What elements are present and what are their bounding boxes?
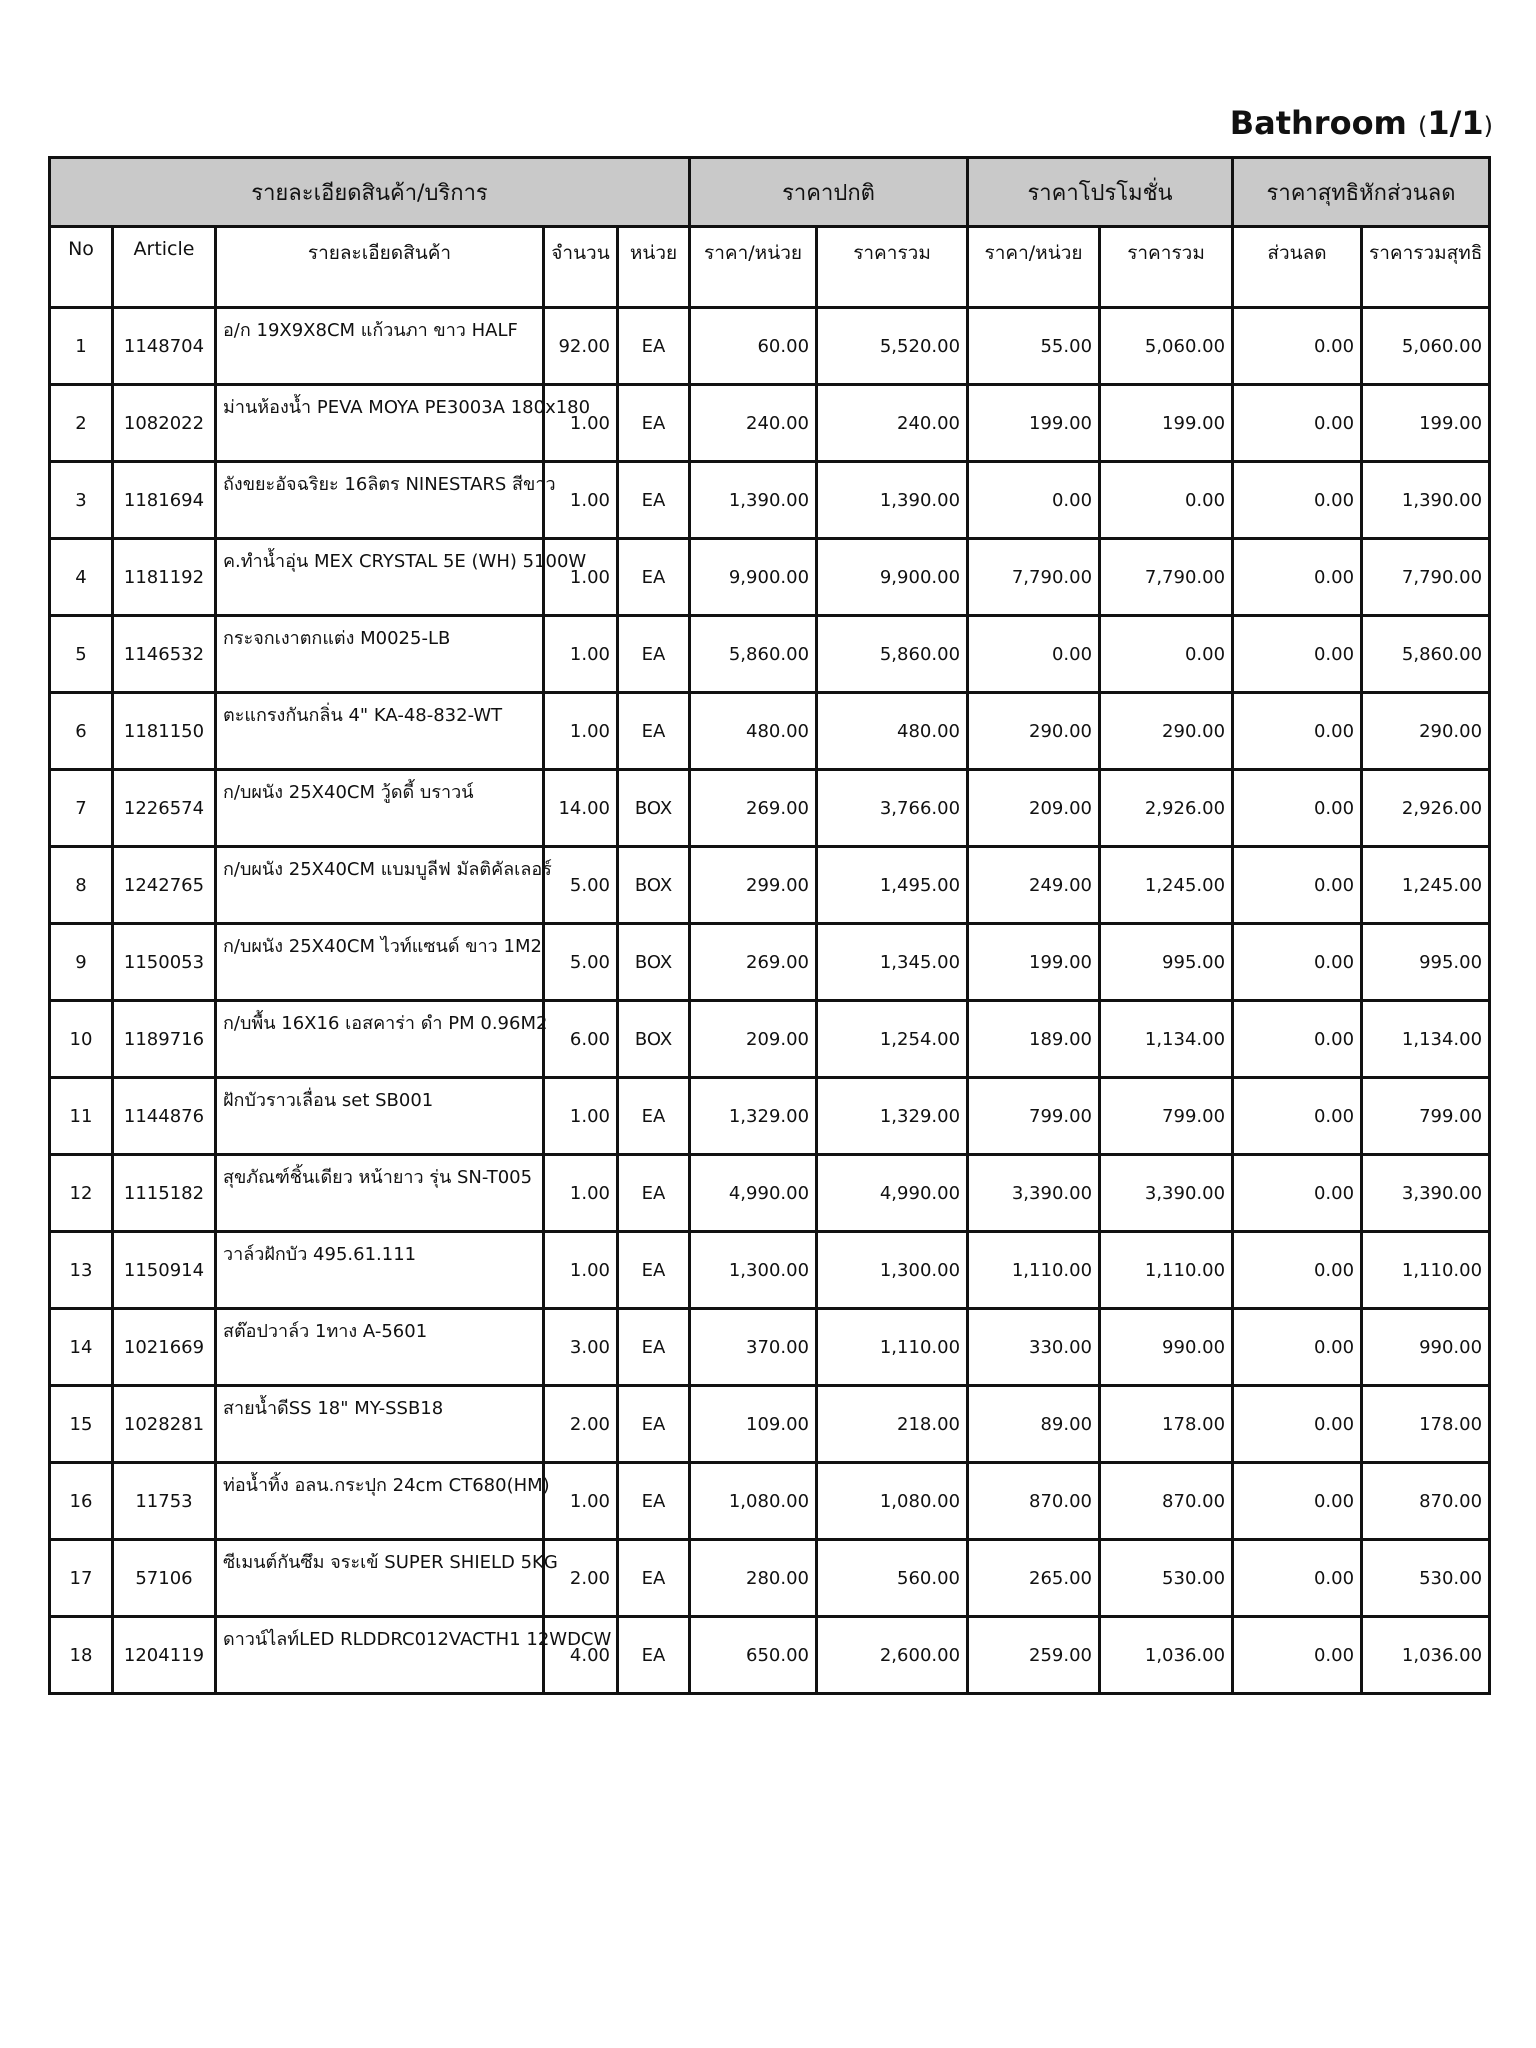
cell-promo-total: 1,036.00 <box>1100 1617 1233 1694</box>
cell-unit: EA <box>618 308 690 385</box>
cell-promo-unit-price: 259.00 <box>968 1617 1100 1694</box>
cell-promo-unit-price: 265.00 <box>968 1540 1100 1617</box>
cell-promo-unit-price: 0.00 <box>968 462 1100 539</box>
cell-net-total: 1,134.00 <box>1362 1001 1490 1078</box>
cell-total: 218.00 <box>817 1386 968 1463</box>
cell-total: 5,520.00 <box>817 308 968 385</box>
cell-promo-unit-price: 89.00 <box>968 1386 1100 1463</box>
cell-promo-unit-price: 55.00 <box>968 308 1100 385</box>
cell-unit-price: 1,329.00 <box>690 1078 817 1155</box>
cell-article: 1189716 <box>113 1001 216 1078</box>
cell-discount: 0.00 <box>1233 924 1362 1001</box>
cell-quantity: 1.00 <box>544 616 618 693</box>
cell-unit-price: 9,900.00 <box>690 539 817 616</box>
cell-unit-price: 299.00 <box>690 847 817 924</box>
cell-total: 1,345.00 <box>817 924 968 1001</box>
table-row <box>50 616 1490 693</box>
cell-discount: 0.00 <box>1233 539 1362 616</box>
cell-promo-total: 7,790.00 <box>1100 539 1233 616</box>
cell-net-total: 178.00 <box>1362 1386 1490 1463</box>
cell-promo-total: 1,110.00 <box>1100 1232 1233 1309</box>
table-row <box>50 1155 1490 1232</box>
cell-quantity: 1.00 <box>544 1155 618 1232</box>
cell-net-total: 7,790.00 <box>1362 539 1490 616</box>
cell-unit-price: 109.00 <box>690 1386 817 1463</box>
cell-quantity: 4.00 <box>544 1617 618 1694</box>
cell-unit-price: 269.00 <box>690 770 817 847</box>
cell-promo-unit-price: 330.00 <box>968 1309 1100 1386</box>
cell-quantity: 92.00 <box>544 308 618 385</box>
cell-quantity: 1.00 <box>544 1232 618 1309</box>
cell-article: 1181192 <box>113 539 216 616</box>
cell-discount: 0.00 <box>1233 1232 1362 1309</box>
cell-net-total: 3,390.00 <box>1362 1155 1490 1232</box>
cell-unit-price: 1,300.00 <box>690 1232 817 1309</box>
cell-unit: EA <box>618 1386 690 1463</box>
price-table <box>48 156 1491 1695</box>
col-header-article: Article <box>113 227 216 308</box>
col-header-promo-total: ราคารวม <box>1100 227 1233 308</box>
cell-article: 1115182 <box>113 1155 216 1232</box>
cell-discount: 0.00 <box>1233 1078 1362 1155</box>
cell-discount: 0.00 <box>1233 1617 1362 1694</box>
cell-unit-price: 1,080.00 <box>690 1463 817 1540</box>
cell-no: 14 <box>50 1309 113 1386</box>
cell-article: 57106 <box>113 1540 216 1617</box>
cell-total: 1,329.00 <box>817 1078 968 1155</box>
cell-total: 1,110.00 <box>817 1309 968 1386</box>
cell-description: ฝักบัวราวเลื่อน set SB001 <box>216 1078 544 1155</box>
cell-article: 1150914 <box>113 1232 216 1309</box>
cell-description: ท่อน้ำทิ้ง อลน.กระปุก 24cm CT680(HM) <box>216 1463 544 1540</box>
cell-unit: EA <box>618 539 690 616</box>
cell-net-total: 799.00 <box>1362 1078 1490 1155</box>
cell-discount: 0.00 <box>1233 462 1362 539</box>
cell-total: 1,080.00 <box>817 1463 968 1540</box>
col-header-quantity: จำนวน <box>544 227 618 308</box>
cell-no: 6 <box>50 693 113 770</box>
cell-description: ก/บผนัง 25X40CM แบมบูลีฟ มัลติคัลเลอร์ <box>216 847 544 924</box>
group-header-net-price: ราคาสุทธิหักส่วนลด <box>1233 158 1490 227</box>
table-row <box>50 693 1490 770</box>
cell-article: 1150053 <box>113 924 216 1001</box>
cell-promo-unit-price: 290.00 <box>968 693 1100 770</box>
cell-unit: BOX <box>618 1001 690 1078</box>
cell-total: 480.00 <box>817 693 968 770</box>
cell-quantity: 1.00 <box>544 693 618 770</box>
cell-net-total: 5,060.00 <box>1362 308 1490 385</box>
cell-no: 8 <box>50 847 113 924</box>
cell-net-total: 870.00 <box>1362 1463 1490 1540</box>
cell-discount: 0.00 <box>1233 770 1362 847</box>
cell-promo-total: 799.00 <box>1100 1078 1233 1155</box>
cell-discount: 0.00 <box>1233 1463 1362 1540</box>
cell-quantity: 5.00 <box>544 924 618 1001</box>
cell-promo-total: 2,926.00 <box>1100 770 1233 847</box>
cell-quantity: 1.00 <box>544 385 618 462</box>
cell-unit: EA <box>618 385 690 462</box>
cell-promo-unit-price: 209.00 <box>968 770 1100 847</box>
cell-unit-price: 240.00 <box>690 385 817 462</box>
col-header-discount: ส่วนลด <box>1233 227 1362 308</box>
cell-discount: 0.00 <box>1233 1309 1362 1386</box>
cell-unit-price: 650.00 <box>690 1617 817 1694</box>
col-header-net-total: ราคารวมสุทธิ <box>1362 227 1490 308</box>
cell-discount: 0.00 <box>1233 1540 1362 1617</box>
cell-net-total: 1,110.00 <box>1362 1232 1490 1309</box>
cell-total: 9,900.00 <box>817 539 968 616</box>
cell-unit: EA <box>618 1309 690 1386</box>
cell-total: 1,495.00 <box>817 847 968 924</box>
cell-net-total: 530.00 <box>1362 1540 1490 1617</box>
cell-unit: EA <box>618 1232 690 1309</box>
cell-unit: EA <box>618 1078 690 1155</box>
cell-description: ดาวน์ไลท์LED RLDDRC012VACTH1 12WDCW <box>216 1617 544 1694</box>
page-title: Bathroom (1/1) <box>1229 104 1493 142</box>
cell-promo-unit-price: 199.00 <box>968 385 1100 462</box>
cell-no: 16 <box>50 1463 113 1540</box>
group-header-promo-price: ราคาโปรโมชั่น <box>968 158 1233 227</box>
cell-discount: 0.00 <box>1233 308 1362 385</box>
cell-no: 11 <box>50 1078 113 1155</box>
cell-net-total: 199.00 <box>1362 385 1490 462</box>
cell-unit-price: 480.00 <box>690 693 817 770</box>
cell-promo-unit-price: 249.00 <box>968 847 1100 924</box>
cell-unit: EA <box>618 616 690 693</box>
cell-total: 5,860.00 <box>817 616 968 693</box>
cell-promo-unit-price: 7,790.00 <box>968 539 1100 616</box>
cell-total: 1,390.00 <box>817 462 968 539</box>
cell-discount: 0.00 <box>1233 1001 1362 1078</box>
cell-quantity: 14.00 <box>544 770 618 847</box>
cell-quantity: 5.00 <box>544 847 618 924</box>
cell-description: ก/บผนัง 25X40CM ไวท์แซนด์ ขาว 1M2 <box>216 924 544 1001</box>
cell-quantity: 3.00 <box>544 1309 618 1386</box>
col-header-description: รายละเอียดสินค้า <box>216 227 544 308</box>
table-row <box>50 1540 1490 1617</box>
cell-promo-total: 199.00 <box>1100 385 1233 462</box>
table-row <box>50 539 1490 616</box>
table-row <box>50 1309 1490 1386</box>
cell-quantity: 2.00 <box>544 1540 618 1617</box>
cell-unit: EA <box>618 462 690 539</box>
cell-promo-total: 5,060.00 <box>1100 308 1233 385</box>
col-header-unit-price: ราคา/หน่วย <box>690 227 817 308</box>
cell-unit-price: 1,390.00 <box>690 462 817 539</box>
cell-unit-price: 269.00 <box>690 924 817 1001</box>
table-row <box>50 1078 1490 1155</box>
cell-no: 7 <box>50 770 113 847</box>
col-header-unit: หน่วย <box>618 227 690 308</box>
cell-net-total: 1,390.00 <box>1362 462 1490 539</box>
table-row <box>50 924 1490 1001</box>
cell-discount: 0.00 <box>1233 1386 1362 1463</box>
cell-unit-price: 60.00 <box>690 308 817 385</box>
table-row <box>50 308 1490 385</box>
cell-no: 10 <box>50 1001 113 1078</box>
cell-description: ซีเมนต์กันซึม จระเข้ SUPER SHIELD 5KG <box>216 1540 544 1617</box>
cell-net-total: 1,245.00 <box>1362 847 1490 924</box>
group-header-normal-price: ราคาปกติ <box>690 158 968 227</box>
cell-net-total: 5,860.00 <box>1362 616 1490 693</box>
cell-promo-unit-price: 799.00 <box>968 1078 1100 1155</box>
cell-article: 1226574 <box>113 770 216 847</box>
cell-article: 1082022 <box>113 385 216 462</box>
cell-promo-unit-price: 0.00 <box>968 616 1100 693</box>
cell-promo-total: 3,390.00 <box>1100 1155 1233 1232</box>
cell-no: 13 <box>50 1232 113 1309</box>
table-body <box>50 308 1490 1694</box>
cell-no: 15 <box>50 1386 113 1463</box>
cell-promo-unit-price: 1,110.00 <box>968 1232 1100 1309</box>
cell-article: 11753 <box>113 1463 216 1540</box>
table-row <box>50 1001 1490 1078</box>
cell-no: 17 <box>50 1540 113 1617</box>
cell-unit: EA <box>618 693 690 770</box>
cell-description: ม่านห้องน้ำ PEVA MOYA PE3003A 180x180 <box>216 385 544 462</box>
cell-unit-price: 5,860.00 <box>690 616 817 693</box>
cell-no: 18 <box>50 1617 113 1694</box>
col-header-total: ราคารวม <box>817 227 968 308</box>
page-number: 1/1 <box>1427 104 1484 142</box>
cell-article: 1148704 <box>113 308 216 385</box>
table-row <box>50 847 1490 924</box>
cell-discount: 0.00 <box>1233 693 1362 770</box>
cell-promo-unit-price: 199.00 <box>968 924 1100 1001</box>
cell-net-total: 2,926.00 <box>1362 770 1490 847</box>
cell-promo-unit-price: 870.00 <box>968 1463 1100 1540</box>
cell-description: ถังขยะอัจฉริยะ 16ลิตร NINESTARS สีขาว <box>216 462 544 539</box>
cell-total: 4,990.00 <box>817 1155 968 1232</box>
cell-quantity: 6.00 <box>544 1001 618 1078</box>
cell-promo-total: 0.00 <box>1100 616 1233 693</box>
cell-description: ก/บพื้น 16X16 เอสคาร่า ดำ PM 0.96M2 <box>216 1001 544 1078</box>
cell-promo-total: 0.00 <box>1100 462 1233 539</box>
cell-net-total: 1,036.00 <box>1362 1617 1490 1694</box>
cell-no: 1 <box>50 308 113 385</box>
cell-unit-price: 370.00 <box>690 1309 817 1386</box>
cell-unit: BOX <box>618 924 690 1001</box>
group-header-product: รายละเอียดสินค้า/บริการ <box>50 158 690 227</box>
table-row <box>50 1463 1490 1540</box>
cell-unit: EA <box>618 1540 690 1617</box>
cell-description: สายน้ำดีSS 18" MY-SSB18 <box>216 1386 544 1463</box>
cell-quantity: 1.00 <box>544 462 618 539</box>
cell-total: 3,766.00 <box>817 770 968 847</box>
table-row <box>50 1232 1490 1309</box>
page-title-text: Bathroom <box>1229 104 1407 142</box>
column-header-row <box>50 227 1490 308</box>
cell-description: ก/บผนัง 25X40CM วู้ดดี้ บราวน์ <box>216 770 544 847</box>
cell-description: สต๊อปวาล์ว 1ทาง A-5601 <box>216 1309 544 1386</box>
group-header-row <box>50 158 1490 227</box>
cell-promo-unit-price: 3,390.00 <box>968 1155 1100 1232</box>
cell-discount: 0.00 <box>1233 385 1362 462</box>
cell-discount: 0.00 <box>1233 847 1362 924</box>
cell-no: 4 <box>50 539 113 616</box>
table-row <box>50 1386 1490 1463</box>
cell-no: 3 <box>50 462 113 539</box>
cell-article: 1181694 <box>113 462 216 539</box>
cell-article: 1146532 <box>113 616 216 693</box>
cell-net-total: 990.00 <box>1362 1309 1490 1386</box>
cell-description: อ/ก 19X9X8CM แก้วนภา ขาว HALF <box>216 308 544 385</box>
cell-unit: EA <box>618 1463 690 1540</box>
cell-total: 1,254.00 <box>817 1001 968 1078</box>
cell-total: 560.00 <box>817 1540 968 1617</box>
cell-net-total: 995.00 <box>1362 924 1490 1001</box>
col-header-no: No <box>50 227 113 308</box>
table-row <box>50 385 1490 462</box>
cell-no: 5 <box>50 616 113 693</box>
cell-promo-total: 290.00 <box>1100 693 1233 770</box>
cell-promo-total: 990.00 <box>1100 1309 1233 1386</box>
table-row <box>50 462 1490 539</box>
cell-article: 1181150 <box>113 693 216 770</box>
cell-no: 9 <box>50 924 113 1001</box>
cell-description: วาล์วฝักบัว 495.61.111 <box>216 1232 544 1309</box>
cell-unit: EA <box>618 1617 690 1694</box>
cell-promo-unit-price: 189.00 <box>968 1001 1100 1078</box>
cell-quantity: 1.00 <box>544 1463 618 1540</box>
cell-unit: EA <box>618 1155 690 1232</box>
cell-total: 1,300.00 <box>817 1232 968 1309</box>
cell-article: 1204119 <box>113 1617 216 1694</box>
cell-promo-total: 178.00 <box>1100 1386 1233 1463</box>
cell-total: 2,600.00 <box>817 1617 968 1694</box>
cell-unit: BOX <box>618 770 690 847</box>
cell-description: ตะแกรงกันกลิ่น 4" KA-48-832-WT <box>216 693 544 770</box>
cell-unit-price: 209.00 <box>690 1001 817 1078</box>
table-row <box>50 770 1490 847</box>
cell-unit-price: 4,990.00 <box>690 1155 817 1232</box>
cell-total: 240.00 <box>817 385 968 462</box>
cell-article: 1021669 <box>113 1309 216 1386</box>
cell-quantity: 1.00 <box>544 539 618 616</box>
cell-discount: 0.00 <box>1233 616 1362 693</box>
cell-no: 2 <box>50 385 113 462</box>
cell-description: ค.ทำน้ำอุ่น MEX CRYSTAL 5E (WH) 5100W <box>216 539 544 616</box>
cell-promo-total: 870.00 <box>1100 1463 1233 1540</box>
col-header-promo-unit-price: ราคา/หน่วย <box>968 227 1100 308</box>
cell-net-total: 290.00 <box>1362 693 1490 770</box>
cell-unit-price: 280.00 <box>690 1540 817 1617</box>
cell-description: กระจกเงาตกแต่ง M0025-LB <box>216 616 544 693</box>
cell-quantity: 2.00 <box>544 1386 618 1463</box>
cell-article: 1028281 <box>113 1386 216 1463</box>
table-row <box>50 1617 1490 1694</box>
cell-unit: BOX <box>618 847 690 924</box>
cell-article: 1144876 <box>113 1078 216 1155</box>
cell-quantity: 1.00 <box>544 1078 618 1155</box>
cell-no: 12 <box>50 1155 113 1232</box>
cell-article: 1242765 <box>113 847 216 924</box>
cell-promo-total: 1,134.00 <box>1100 1001 1233 1078</box>
cell-promo-total: 1,245.00 <box>1100 847 1233 924</box>
cell-promo-total: 530.00 <box>1100 1540 1233 1617</box>
cell-description: สุขภัณฑ์ชิ้นเดียว หน้ายาว รุ่น SN-T005 <box>216 1155 544 1232</box>
cell-promo-total: 995.00 <box>1100 924 1233 1001</box>
cell-discount: 0.00 <box>1233 1155 1362 1232</box>
